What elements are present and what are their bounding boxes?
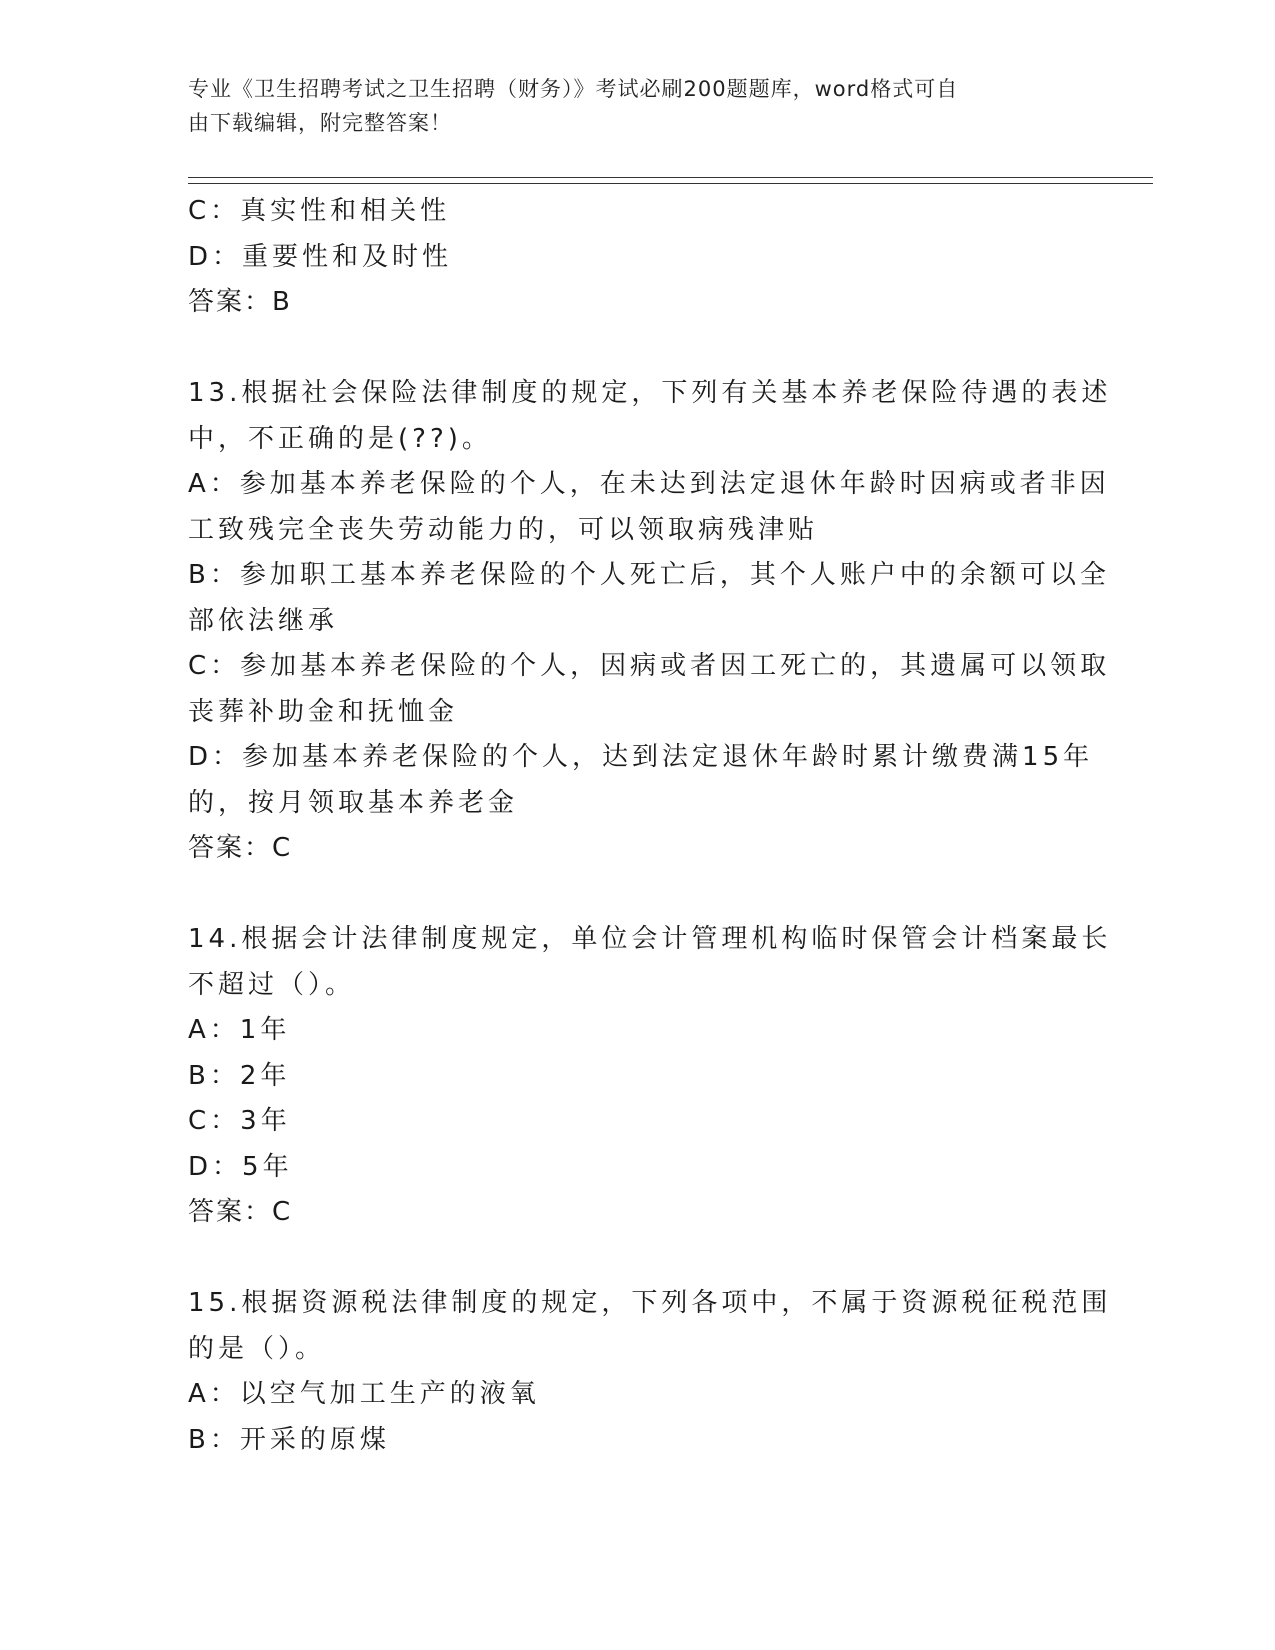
q13-option-d-line-2: 的，按月领取基本养老金 [188,787,519,818]
q13-option-c-line-2: 丧葬补助金和抚恤金 [188,696,459,727]
q13-option-b-line-1: B：参加职工基本养老保险的个人死亡后，其个人账户中的余额可以全 [188,560,1110,590]
q14-stem-line-1: 14.根据会计法律制度规定，单位会计管理机构临时保管会计档案最长 [188,924,1112,954]
q13-answer: 答案：C [188,833,293,863]
q13-stem-line-1: 13.根据社会保险法律制度的规定，下列有关基本养老保险待遇的表述 [188,378,1112,408]
question-content [188,189,1112,1463]
spacer [188,1236,1088,1282]
q14-option-a: A：1年 [188,1015,291,1045]
spacer [188,872,1088,918]
q13-option-d-line-1: D：参加基本养老保险的个人，达到法定退休年龄时累计缴费满15年 [188,742,1094,772]
header-line-2: 由下载编辑，附完整答案！ [188,111,452,135]
q13-option-c-line-1: C：参加基本养老保险的个人，因病或者因工死亡的，其遗属可以领取 [188,651,1111,681]
q13-stem-line-2: 中，不正确的是(??)。 [188,423,492,454]
header-line-1: 专业《卫生招聘考试之卫生招聘（财务）》考试必刷200题题库，word格式可自 [188,77,959,101]
prev-option-c: C：真实性和相关性 [188,196,451,226]
q13-option-b-line-2: 部依法继承 [188,605,339,636]
header-divider-bottom [188,183,1153,184]
q14-answer: 答案：C [188,1197,293,1227]
prev-answer: 答案：B [188,287,292,317]
document-header [188,72,1068,140]
q13-option-a-line-1: A：参加基本养老保险的个人，在未达到法定退休年龄时因病或者非因 [188,469,1110,499]
q15-option-a: A：以空气加工生产的液氧 [188,1379,540,1409]
q15-stem-line-1: 15.根据资源税法律制度的规定，下列各项中，不属于资源税征税范围 [188,1288,1112,1318]
header-divider-top [188,177,1153,178]
q15-option-b: B：开采的原煤 [188,1424,390,1455]
q14-option-c: C：3年 [188,1106,291,1136]
q13-option-a-line-2: 工致残完全丧失劳动能力的，可以领取病残津贴 [188,514,819,545]
spacer [188,326,1088,372]
q15-stem-line-2: 的是（）。 [188,1333,326,1364]
prev-option-d: D：重要性和及时性 [188,241,453,272]
q14-stem-line-2: 不超过（）。 [188,969,356,1000]
q14-option-d: D：5年 [188,1151,293,1182]
q14-option-b: B：2年 [188,1060,291,1091]
